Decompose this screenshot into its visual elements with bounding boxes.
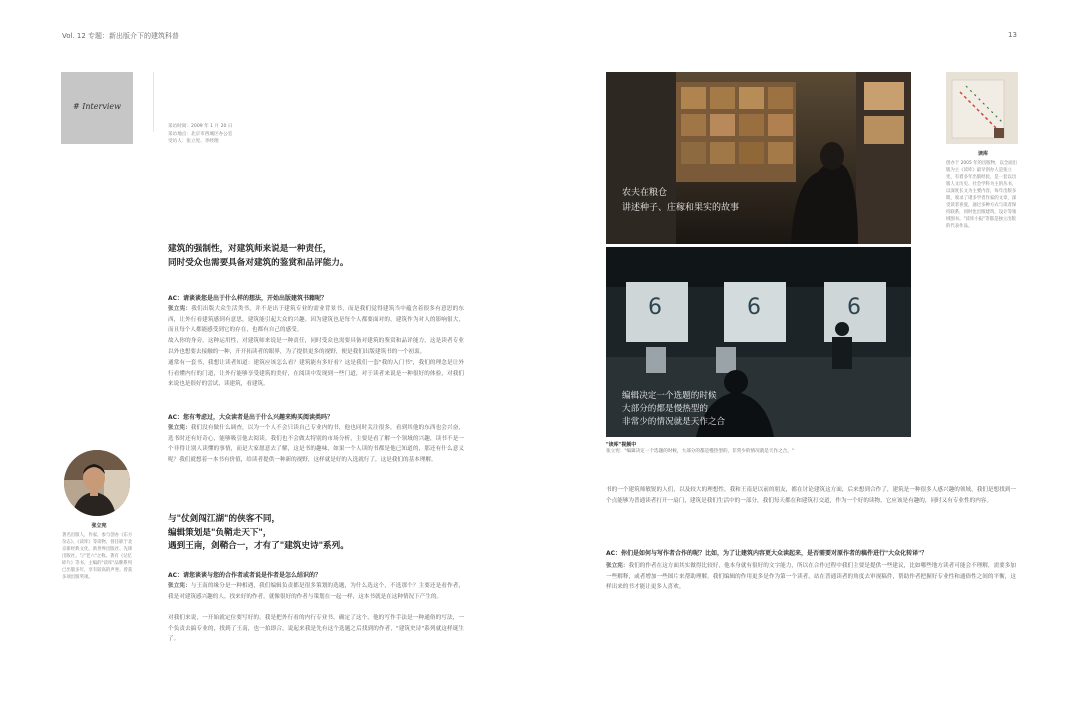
headline-line: 遇到王南，剑鞘合一，才有了"建筑史诗"系列。: [168, 541, 349, 551]
answer-paragraph: [168, 581, 464, 613]
answer-paragraph: [168, 423, 464, 477]
person-bio: 著名出版人，作家，参与创办《东方杂志》、《读库》等读物，曾任职于北京新经典文化、新世界出版社、先锋出版社。与"老六"之称。著有《记忆碎片》等书，主编的"读库"品牌系列已出版多年，享有较高的声誉。曾获多项出版奖项。: [62, 533, 133, 580]
video-subtitle: [622, 390, 725, 429]
photo-caption: [606, 441, 911, 454]
screen-number: 6: [747, 295, 761, 320]
photo-caption-title: "读库"视频中: [606, 442, 637, 448]
video-subtitle: [622, 186, 739, 216]
headline-line: 建筑的强制性，对建筑师来说是一种责任，: [168, 244, 332, 254]
answer-paragraph: 通常有一套书，我想让读者知道：建筑应该怎么看？建筑能有多好看？这是我们一套"我的入门书"，我们的理念是让外行看懂内行的门道，让外行能够享受建筑的美好，在阅读中发现到一些门道，对于读者来说是一种很好的体验，对我们来说也是很好的尝试，读建筑，看建筑。: [168, 360, 464, 388]
subtitle-line: 非常少的情况就是天作之合: [622, 417, 726, 427]
book-caption-text: 创办于 2005 年的出版物，以全面出版为主《读库》最早创办人是张立宪，有着多年出版经验，是一套以出版人文历史、社会学科为主的丛书，以深度长文为主要内容，每年出版多期，收录了诸多学者作家的文章，深受读者喜爱，通过多种方式与读者保持联系，同时也出版建筑、设计等领域图书。"读库小报"等都是独立出版的代表作品。: [946, 161, 1018, 229]
qa-section-1: [168, 293, 464, 390]
subtitle-line: 讲述种子、庄稼和果实的故事: [622, 203, 740, 213]
subtitle-line: 大部分的都是慢热型的: [622, 404, 708, 414]
column-divider: [153, 72, 154, 132]
video-still-warehouse: [606, 72, 911, 244]
warehouse-image: [606, 72, 911, 244]
question: AC：请谈谈您是出于什么样的想法，开始出版建筑书籍呢？: [168, 295, 328, 302]
meta-line: 采访时间：2009 年 1 月 20 日: [168, 124, 233, 129]
book-photo: [946, 72, 1018, 144]
meta-line: 采访地点：北京市西城区办公室: [168, 131, 233, 137]
answer-text: 与王南的缘分是一种相遇，我们编辑负责都是很多策划的选题，为什么选这个，不选那个？主要还是看作者，我是对建筑感兴趣的人，找来好的作者，就像很好的作者与策划在一起一样，这本书就是在这种情况下产生的。: [168, 583, 464, 600]
qa-section-3: [168, 570, 464, 645]
subtitle-line: 编辑决定一个选题的时候: [622, 391, 717, 401]
answer-label: 张立宪：: [606, 563, 629, 569]
question: AC：你们是如何与写作者合作的呢？比如，为了让建筑内容更大众读起来，是否需要对原作者的稿件进行"大众化转译"？: [606, 550, 928, 557]
screen-number: 6: [847, 295, 861, 320]
meta-line: 受访人：张立宪、李经理: [168, 139, 219, 145]
book-image: [946, 72, 1018, 144]
portrait-caption: [62, 522, 136, 581]
portrait-photo: [64, 450, 130, 516]
answer-text: 我们没有做什么调查，以为一个人不会只读自己专业内的书，他也同时关注很多，看到其他的东西也会兴奋，选书时还有好奇心，能够吸引他去阅读。我们也不会做太特别的市场分析，主要是看了解一个领域的兴趣，读书不是一个非得让别人读懂的事情，而是大家愿意去了解，这是书的趣味，如果一个人读的书都是他已知道的，那还有什么意义呢？我们就想着一本书有价值，给读者提供一种新的视野，这样就是好的入选就行了，这是我们的基本理解。: [168, 425, 464, 463]
interview-tag: # Interview: [73, 102, 121, 111]
body-paragraph: 书的一个建筑师敏锐的人们，以及较大的理想性，我和王南是以前的朋友，都在讨论建筑这方面，后来想到合作了，建筑是一种很多人感兴趣的领域，我们是想找到一个点能够为普通读者打开一扇门，建筑是我们生活中的一部分，我们每天都在和建筑打交道，作为一个好的读物，它应该是有趣的，同时又有专业性的内容。: [606, 487, 1016, 504]
headline-line: 与"仗剑闯江湖"的侠客不同，: [168, 514, 281, 524]
question: AC：您有考虑过，大众读者是出于什么兴趣来购买阅读类吗？: [168, 414, 334, 421]
answer-label: 张立宪：: [168, 583, 191, 589]
right-page-body: [606, 485, 1016, 625]
book-caption: [946, 150, 1020, 230]
subtitle-line: 农夫在粮仓: [622, 188, 668, 198]
video-still-stage: [606, 247, 911, 437]
headline-2: [168, 513, 458, 554]
answer-label: 张立宪：: [168, 425, 191, 431]
interview-meta: [168, 123, 318, 146]
answer-paragraph: [168, 304, 464, 336]
interview-tag-box: [61, 72, 133, 144]
headline-1: [168, 243, 458, 270]
answer-text: 我们的作者在这方面其实做得比较好，他本身就有很好的文字能力，所以在合作过程中我们主要是提供一些建议，比如哪些地方读者可能会不理解，需要多加一些解释，或者增加一些图片来帮助理解。我们编辑的作用更多是作为第一个读者，站在普通读者的角度去审视稿件，帮助作者把握好专业性和通俗性之间的平衡，这样出来的书才能让更多人喜欢。: [606, 563, 1016, 591]
answer-text: 我们出版大众生活类书，并不是出于建筑专业的需业背景书，而是我们觉得建筑当中蕴含着很多有意思的东西，让外行看建筑感到有意思，建筑能引起大众的兴趣。因为建筑也是每个人都要面对的，建筑作为对人的影响很大，而且每个人都能感受到它的存在，也都有自己的感受。: [168, 306, 464, 334]
headline-line: 同时受众也需要具备对建筑的鉴赏和品评能力。: [168, 257, 349, 268]
page-number: 13: [1008, 31, 1017, 39]
book-caption-title: 读库: [977, 151, 988, 157]
headline-line: 编辑策划是"负鞘走天下"，: [168, 527, 272, 538]
screen-number: 6: [648, 295, 662, 320]
qa-section-2: [168, 412, 464, 477]
author-portrait: [64, 450, 130, 516]
answer-paragraph: [606, 561, 1016, 625]
photo-caption-text: 张立宪："编辑决定一个选题的时候，大部分的都是慢热型的，非常少的情况就是天作之合。": [606, 449, 794, 454]
answer-paragraph: 对我们来说，一开始就定位要写好的，我是把外行看的内行专业书，确定了这个，他的写作手法是一种通俗的写法，一个负责去搞专业的，找到了王南，也一拍即合，说起来我是先有这个选题之后找到的作者，"建筑史诗"系列就这样诞生了。: [168, 615, 464, 643]
question: AC：请您谈谈与您的合作者或者说是作者是怎么结识的？: [168, 572, 322, 579]
person-name: 张立宪: [91, 523, 107, 529]
page-header-left: Vol. 12 专题：新出版介下的建筑科普: [62, 32, 180, 40]
answer-paragraph: 故入你的身旁，这种运用性，对建筑师来说是一种责任，同时受众也需要具备对建筑的鉴赏和品评能力，这是读者专业以外也想要去接触的一种，开开拓读者的眼界，为了提供更多的视野，便是我们出版建筑书的一个初衷。: [168, 338, 464, 355]
answer-label: 张立宪：: [168, 306, 192, 312]
